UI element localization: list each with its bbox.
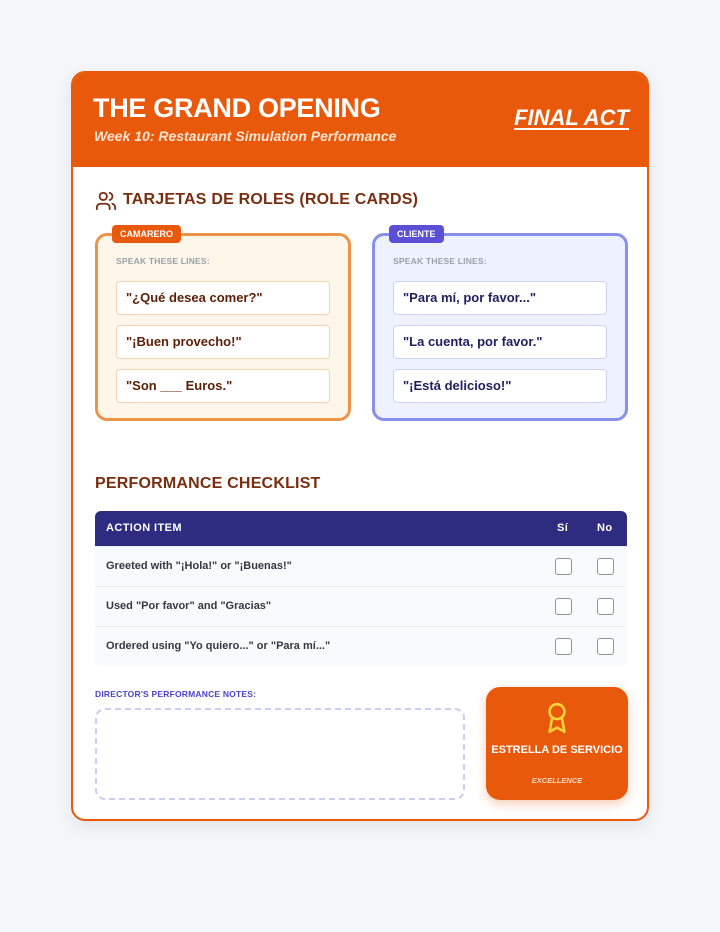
waiter-line: "Son ___ Euros."	[116, 369, 330, 403]
award-badge	[486, 687, 628, 800]
action-item-text: Ordered using "Yo quiero..." or "Para mí..."	[106, 640, 331, 652]
table-row	[95, 546, 627, 586]
speak-label: SPEAK THESE LINES:	[116, 256, 210, 266]
waiter-tag: CAMARERO	[112, 225, 181, 243]
table-row	[95, 586, 627, 626]
no-checkbox[interactable]	[597, 638, 614, 655]
action-item-text: Greeted with "¡Hola!" or "¡Buenas!"	[106, 560, 292, 572]
award-subtitle: EXCELLENCE	[531, 776, 583, 785]
column-header-si: Sí	[557, 522, 569, 534]
worksheet-card	[71, 71, 649, 821]
table-header	[95, 511, 627, 546]
page-subtitle: Week 10: Restaurant Simulation Performance	[94, 128, 397, 144]
speak-label: SPEAK THESE LINES:	[393, 256, 487, 266]
people-icon	[95, 190, 117, 212]
checklist-table	[95, 511, 627, 666]
client-role-card	[372, 229, 628, 421]
si-checkbox[interactable]	[555, 638, 572, 655]
award-title: ESTRELLA DE SERVICIO	[491, 744, 623, 756]
no-checkbox[interactable]	[597, 598, 614, 615]
column-header-no: No	[597, 522, 613, 534]
page-title: THE GRAND OPENING	[93, 93, 381, 123]
si-checkbox[interactable]	[555, 598, 572, 615]
waiter-role-card	[95, 229, 351, 421]
action-item-text: Used "Por favor" and "Gracias"	[106, 600, 272, 612]
client-tag: CLIENTE	[389, 225, 444, 243]
client-line: "Para mí, por favor..."	[393, 281, 607, 315]
role-cards-heading: TARJETAS DE ROLES (ROLE CARDS)	[123, 191, 419, 208]
notes-textarea[interactable]	[95, 708, 465, 800]
no-checkbox[interactable]	[597, 558, 614, 575]
si-checkbox[interactable]	[555, 558, 572, 575]
award-icon	[544, 701, 570, 735]
header-banner	[73, 73, 647, 167]
waiter-line: "¡Buen provecho!"	[116, 325, 330, 359]
final-act-badge: FINAL ACT	[514, 105, 629, 130]
checklist-heading: PERFORMANCE CHECKLIST	[95, 475, 321, 492]
notes-label: DIRECTOR'S PERFORMANCE NOTES:	[95, 689, 257, 699]
waiter-line: "¿Qué desea comer?"	[116, 281, 330, 315]
table-row	[95, 626, 627, 666]
client-line: "La cuenta, por favor."	[393, 325, 607, 359]
column-header-action: ACTION ITEM	[106, 522, 182, 534]
client-line: "¡Está delicioso!"	[393, 369, 607, 403]
